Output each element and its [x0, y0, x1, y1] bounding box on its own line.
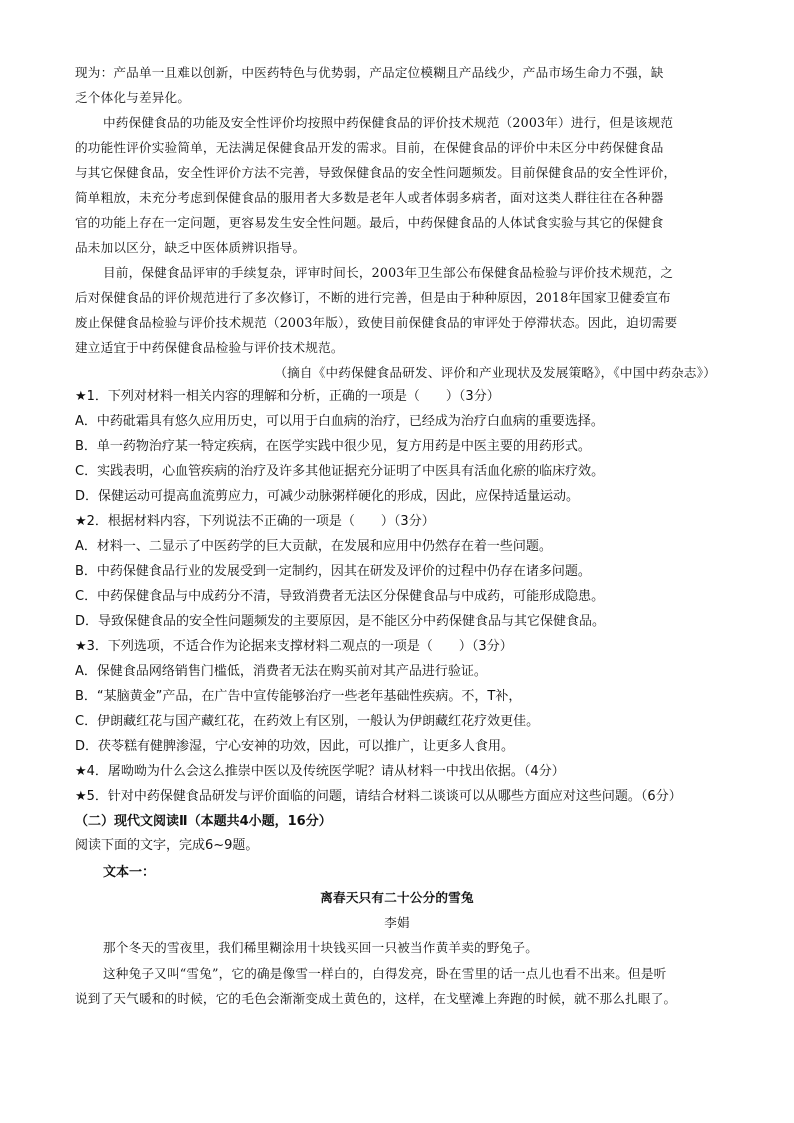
question-3-option-a: A．保健食品网络销售门槛低，消费者无法在购买前对其产品进行验证。	[75, 664, 487, 679]
question-2-option-c: C．中药保健食品与中成药分不清，导致消费者无法区分保健食品与中成药，可能形成隐患。	[75, 589, 605, 604]
material-text-line: 目前，保健食品评审的手续复杂，评审时间长，2003年卫生部公布保健食品检验与评价技术规范，之	[103, 265, 674, 280]
material-text-line: 简单粗放，未充分考虑到保健食品的服用者大多数是老年人或者体弱多病者，面对这类人群往往在各种器	[75, 190, 664, 205]
question-2-option-d: D．导致保健食品的安全性问题频发的主要原因，是不能区分中药保健食品与其它保健食品。	[75, 614, 606, 629]
question-2-option-a: A．材料一、二显示了中医药学的巨大贡献，在发展和应用中仍然存在着一些问题。	[75, 539, 552, 554]
material-text-line: 建立适宜于中药保健食品检验与评价技术规范。	[75, 340, 344, 355]
article-text-line: 那个冬天的雪夜里，我们稀里糊涂用十块钱买回一只被当作黄羊卖的野兔子。	[103, 940, 538, 955]
question-1-option-b: B．单一药物治疗某一特定疾病，在医学实践中很少见，复方用药是中医主要的用药形式。	[75, 439, 591, 454]
material-text-line: 现为：产品单一且难以创新，中医药特色与优势弱，产品定位模糊且产品线少，产品市场生命力不强，缺	[75, 65, 664, 80]
material-text-line: 官的功能上存在一定问题，更容易发生安全性问题。最后，中药保健食品的人体试食实验与其它的保健食	[75, 215, 664, 230]
question-3-option-c: C．伊朗藏红花与国产藏红花，在药效上有区别，一般认为伊朗藏红花疗效更佳。	[75, 714, 540, 729]
material-text-line: 的功能性评价实验简单，无法满足保健食品开发的需求。目前，在保健食品的评价中未区分中药保健食品	[75, 140, 664, 155]
question-5-stem: ★5．针对中药保健食品研发与评价面临的问题，请结合材料二谈谈可以从哪些方面应对这些问题。（6分）	[75, 789, 682, 804]
article-author: 李娟	[384, 915, 410, 930]
question-1-stem: ★1．下列对材料一相关内容的理解和分析，正确的一项是（ ）（3分）	[75, 389, 500, 404]
question-3-stem: ★3．下列选项，不适合作为论据来支撑材料二观点的一项是（ ）（3分）	[75, 639, 513, 654]
material-text-line: 与其它保健食品，安全性评价方法不完善，导致保健食品的安全性问题频发。目前保健食品的安全性评价，	[75, 165, 677, 180]
question-3-option-d: D．茯苓糕有健脾渗湿，宁心安神的功效，因此，可以推广，让更多人食用。	[75, 739, 515, 754]
article-title: 离春天只有二十公分的雪兔	[320, 890, 474, 905]
question-3-option-b: B．“某脑黄金”产品，在广告中宣传能够治疗一些老年基础性疾病。不，T补，	[75, 689, 522, 704]
text-one-label: 文本一：	[103, 865, 156, 880]
material-text-line: 后对保健食品的评价规范进行了多次修订，不断的进行完善，但是由于种种原因，2018年国家卫健委宣布	[75, 290, 671, 305]
material-source: （摘自《中药保健食品研发、评价和产业现状及发展策略》，《中国中药杂志》）	[274, 365, 716, 380]
material-text-line: 品未加以区分，缺乏中医体质辨识指导。	[75, 240, 306, 255]
material-text-line: 乏个体化与差异化。	[75, 90, 191, 105]
section-instruction: 阅读下面的文字，完成6~9题。	[75, 838, 259, 853]
question-2-option-b: B．中药保健食品行业的发展受到一定制约，因其在研发及评价的过程中仍存在诸多问题。	[75, 564, 591, 579]
question-1-option-c: C．实践表明，心血管疾病的治疗及许多其他证据充分证明了中医具有活血化瘀的临床疗效。	[75, 464, 605, 479]
question-1-option-a: A．中药砒霜具有悠久应用历史，可以用于白血病的治疗，已经成为治疗白血病的重要选择。	[75, 414, 604, 429]
question-2-stem: ★2．根据材料内容，下列说法不正确的一项是（ ）（3分）	[75, 514, 435, 529]
material-text-line: 中药保健食品的功能及安全性评价均按照中药保健食品的评价技术规范（2003年）进行，但是该规范	[103, 115, 674, 130]
article-text-line: 这种兔子又叫“雪兔”，它的确是像雪一样白的，白得发亮，卧在雪里的话一点儿也看不出来。但是听	[103, 966, 667, 981]
material-text-line: 废止保健食品检验与评价技术规范（2003年版），致使目前保健食品的审评处于停滞状态。因此，迫切需要	[75, 315, 678, 330]
question-1-option-d: D．保健运动可提高血流剪应力，可减少动脉粥样硬化的形成，因此，应保持适量运动。	[75, 489, 580, 504]
question-4-stem: ★4．屠呦呦为什么会这么推崇中医以及传统医学呢？请从材料一中找出依据。（4分）	[75, 764, 565, 779]
section-heading: （二）现代文阅读Ⅱ（本题共4小题，16分）	[75, 814, 332, 829]
article-text-line: 说到了天气暖和的时候，它的毛色会渐渐变成土黄色的，这样，在戈壁滩上奔跑的时候，就不那么扎眼了。	[75, 991, 677, 1006]
